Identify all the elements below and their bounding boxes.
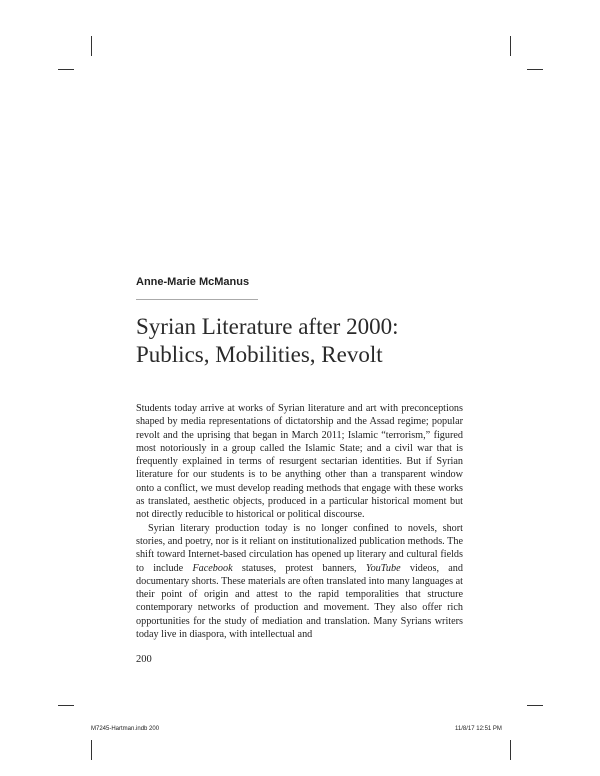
chapter-title	[136, 313, 398, 369]
chapter-author: Anne-Marie McManus	[136, 276, 250, 288]
crop-mark-bottom-right	[510, 740, 511, 760]
paragraph-1: Students today arrive at works of Syrian literature and art with preconceptions shaped by media representations of dictatorship and the Assad regime; popular revolt and the uprising that began in March 2011; Islamic “terrorism,” figured most notoriously in a group called the Islamic State; and a civil war that is frequently explained in terms of resurgent sectarian identities. But if Syrian literature for our students is to be anything other than a transparent window onto a conflict, we must develop reading methods that engage with these works as translated, aesthetic objects, produced in a particular historical moment but not directly reducible to historical or political discourse.	[136, 403, 463, 521]
paragraph-2	[136, 522, 463, 642]
print-slug-file: M7245-Hartman.indb 200	[91, 726, 160, 732]
body-text	[136, 402, 463, 641]
crop-mark-bottom-left	[91, 740, 92, 760]
paragraph-2-part-2: statuses, protest banners,	[232, 562, 366, 574]
crop-mark-bottom-left-horizontal	[58, 705, 74, 706]
paragraph-2-part-1: Syrian literary production today is no longer confined to novels, short stories, and poetry, nor is it reliant on institutionalized publication methods. The shift toward Internet-based circulation has opened up literary and cultural fields to include	[136, 522, 463, 574]
paragraph-2-em-youtube: YouTube	[365, 562, 401, 574]
print-slug-timestamp: 11/8/17 12:51 PM	[455, 726, 502, 732]
page-number: 200	[136, 654, 152, 665]
paragraph-2-part-3: videos, and documentary shorts. These materials are often translated into many languages at their point of origin and attest to the rapid temporalities that structure contemporary networks of production and movement. They also offer rich opportunities for the study of mediation and translation. Many Syrians writers today live in diaspora, with intellectual and	[136, 562, 463, 641]
author-rule	[136, 299, 258, 300]
paragraph-2-em-facebook: Facebook	[192, 562, 233, 574]
chapter-title-line-1: Syrian Literature after 2000:	[136, 314, 399, 339]
crop-mark-top-right-horizontal	[527, 69, 543, 70]
crop-mark-bottom-right-horizontal	[527, 705, 543, 706]
crop-mark-top-left-horizontal	[58, 69, 74, 70]
crop-mark-top-left	[91, 36, 92, 56]
crop-mark-top-right	[510, 36, 511, 56]
chapter-title-line-2: Publics, Mobilities, Revolt	[136, 342, 383, 367]
